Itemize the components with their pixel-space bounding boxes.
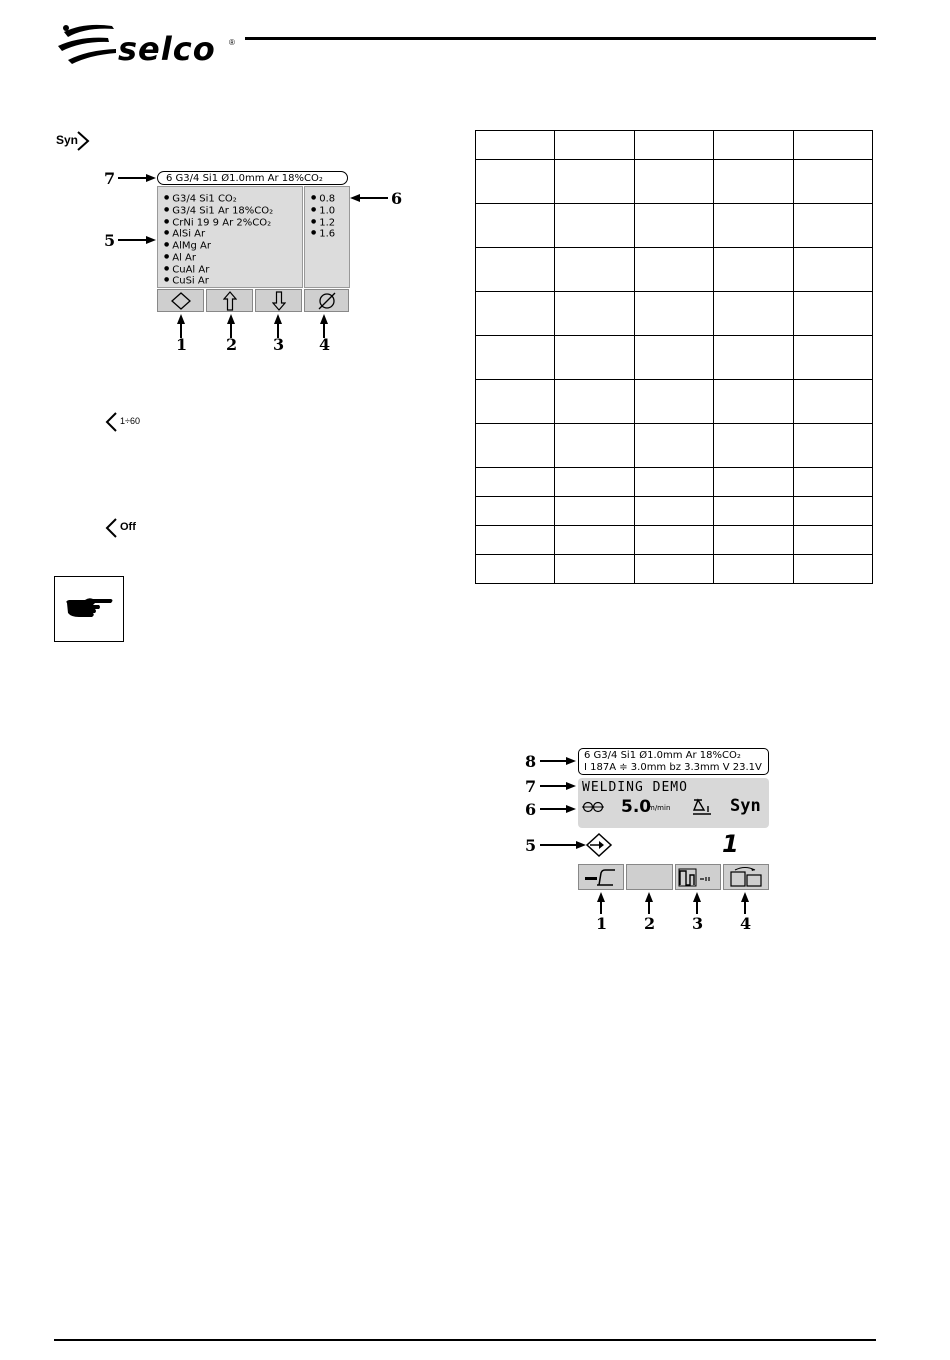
screen1-callout-arrows (0, 150, 403, 390)
off-icon-label: Off (120, 521, 136, 533)
callout-2: 2 (644, 914, 656, 933)
wire-speed-value: 5.0 (621, 797, 652, 817)
table-row (476, 160, 873, 204)
table-row (476, 204, 873, 248)
list-item: ● CuAl Ar (164, 264, 273, 276)
table-row (476, 555, 873, 584)
note-box (54, 576, 124, 642)
callout-4: 4 (319, 335, 331, 354)
callout-5: 5 (104, 231, 116, 250)
callout-7: 7 (525, 777, 537, 796)
table-row (476, 292, 873, 336)
screen1-title: 6 G3/4 Si1 Ø1.0mm Ar 18%CO₂ (157, 171, 348, 185)
data-table (475, 130, 873, 584)
list-item: ● 1.0 (311, 205, 335, 217)
callout-2: 2 (226, 335, 238, 354)
logo-swoosh-icon (54, 18, 124, 66)
callout-6: 6 (525, 800, 537, 819)
screen2-line1: 6 G3/4 Si1 Ø1.0mm Ar 18%CO₂ (584, 750, 741, 761)
callout-6: 6 (391, 189, 403, 208)
callout-4: 4 (740, 914, 752, 933)
program-label: WELDING DEMO (582, 780, 688, 795)
table-row (476, 248, 873, 292)
list-item: ● Al Ar (164, 252, 273, 264)
callout-7: 7 (104, 169, 116, 188)
logo-wordmark: selco (118, 30, 216, 68)
screen2-callout-arrows (520, 740, 780, 940)
table-row (476, 468, 873, 497)
pointing-hand-icon (63, 595, 115, 623)
list-item: ● G3/4 Si1 CO₂ (164, 193, 273, 205)
table-row (476, 336, 873, 380)
syn-icon (56, 130, 92, 152)
list-item: ● CuSi Ar (164, 275, 273, 287)
list-item: ● 1.2 (311, 217, 335, 229)
program-number: 1 (722, 830, 739, 858)
callout-5: 5 (525, 836, 537, 855)
mode-label: Syn (730, 796, 761, 816)
list-item: ● 0.8 (311, 193, 335, 205)
range-icon-label: 1÷60 (120, 416, 140, 426)
table-row (476, 131, 873, 160)
range-icon (104, 411, 154, 433)
off-icon (104, 517, 154, 539)
screen2-line2: I 187A ≑ 3.0mm bz 3.3mm V 23.1V (584, 762, 762, 773)
table-row (476, 380, 873, 424)
list-item: ● AlMg Ar (164, 240, 273, 252)
syn-icon-label: Syn (56, 133, 79, 147)
wire-speed-unit: m/min (648, 804, 671, 812)
callout-3: 3 (273, 335, 285, 354)
list-item: ● 1.6 (311, 228, 335, 240)
header-rule (245, 37, 876, 40)
table-row (476, 526, 873, 555)
callout-8: 8 (525, 752, 537, 771)
callout-1: 1 (596, 914, 608, 933)
footer-rule (54, 1339, 876, 1341)
callout-1: 1 (176, 335, 188, 354)
list-item: ● CrNi 19 9 Ar 2%CO₂ (164, 217, 273, 229)
list-item: ● G3/4 Si1 Ar 18%CO₂ (164, 205, 273, 217)
table-row (476, 497, 873, 526)
callout-3: 3 (692, 914, 704, 933)
registered-mark: ® (229, 38, 235, 47)
list-item: ● AlSi Ar (164, 228, 273, 240)
table-row (476, 424, 873, 468)
